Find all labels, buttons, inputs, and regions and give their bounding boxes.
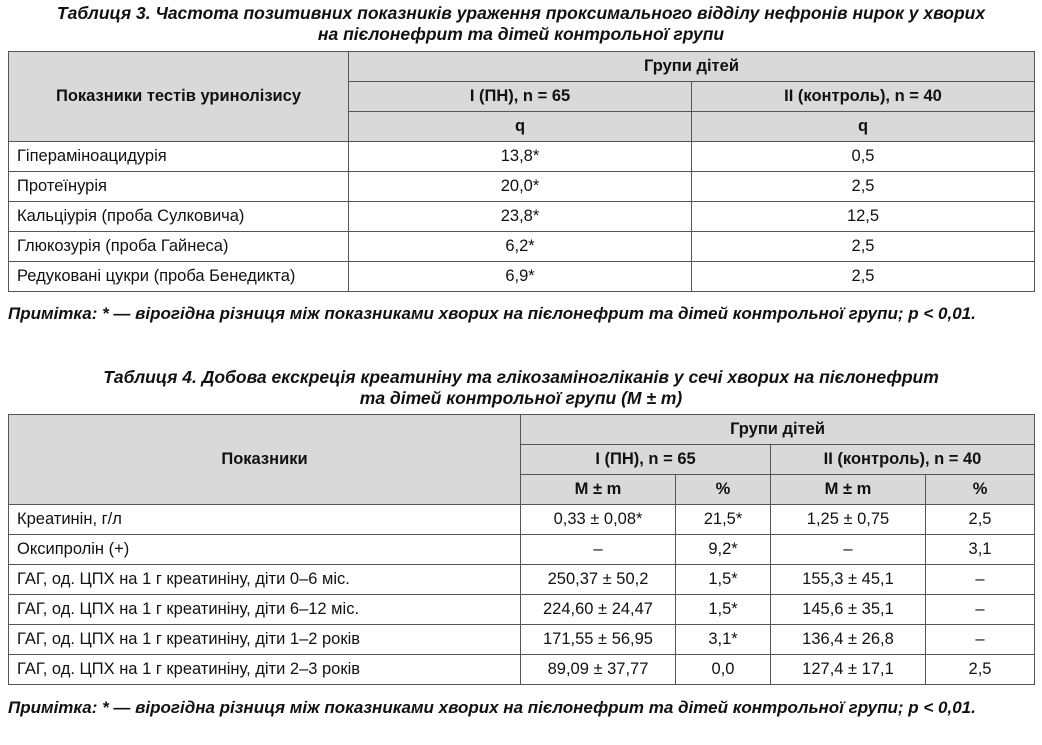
table4-group1-pct-header: % bbox=[676, 475, 771, 505]
group2-percent: 3,1 bbox=[926, 535, 1035, 565]
group1-value: 23,8* bbox=[349, 202, 692, 232]
group2-mean: 136,4 ± 26,8 bbox=[771, 625, 926, 655]
table3-caption bbox=[0, 3, 1042, 45]
table-row bbox=[9, 142, 1035, 172]
table3-caption-line2: на пієлонефрит та дітей контрольної групи bbox=[317, 24, 725, 44]
table4-note: Примітка: * — вірогідна різниця між показниками хворих на пієлонефрит та дітей контрольної групи; р < 0,01. bbox=[8, 698, 976, 717]
group2-value: 2,5 bbox=[692, 172, 1035, 202]
group1-percent: 1,5* bbox=[676, 565, 771, 595]
group2-value: 0,5 bbox=[692, 142, 1035, 172]
group2-mean: 145,6 ± 35,1 bbox=[771, 595, 926, 625]
group2-mean: 127,4 ± 17,1 bbox=[771, 655, 926, 685]
table4-group1-mm-header: M ± m bbox=[521, 475, 676, 505]
row-label: Протеїнурія bbox=[9, 172, 349, 202]
group1-mean: 0,33 ± 0,08* bbox=[521, 505, 676, 535]
table3-group1-header: I (ПН), n = 65 bbox=[349, 82, 692, 112]
row-label: Креатинін, г/л bbox=[9, 505, 521, 535]
group2-percent: – bbox=[926, 625, 1035, 655]
group1-percent: 1,5* bbox=[676, 595, 771, 625]
group2-percent: 2,5 bbox=[926, 505, 1035, 535]
group1-value: 13,8* bbox=[349, 142, 692, 172]
table-row bbox=[9, 172, 1035, 202]
group1-mean: 89,09 ± 37,77 bbox=[521, 655, 676, 685]
table-row bbox=[9, 565, 1035, 595]
group2-percent: – bbox=[926, 595, 1035, 625]
group1-percent: 0,0 bbox=[676, 655, 771, 685]
table4-group1-header: I (ПН), n = 65 bbox=[521, 445, 771, 475]
table4 bbox=[8, 414, 1035, 685]
group2-percent: – bbox=[926, 565, 1035, 595]
group2-mean: 155,3 ± 45,1 bbox=[771, 565, 926, 595]
row-label: ГАГ, од. ЦПХ на 1 г креатиніну, діти 0–6 міс. bbox=[9, 565, 521, 595]
table4-group2-pct-header: % bbox=[926, 475, 1035, 505]
table4-row-label-header: Показники bbox=[9, 415, 521, 505]
table-row bbox=[9, 262, 1035, 292]
group1-value: 6,9* bbox=[349, 262, 692, 292]
group1-percent: 3,1* bbox=[676, 625, 771, 655]
table3-group2-subheader: q bbox=[692, 112, 1035, 142]
table3-group2-header: II (контроль), n = 40 bbox=[692, 82, 1035, 112]
row-label: Оксипролін (+) bbox=[9, 535, 521, 565]
table-row bbox=[9, 232, 1035, 262]
row-label: Гіпераміноацидурія bbox=[9, 142, 349, 172]
table4-caption bbox=[0, 367, 1042, 409]
group1-percent: 21,5* bbox=[676, 505, 771, 535]
group2-value: 2,5 bbox=[692, 232, 1035, 262]
table-row bbox=[9, 625, 1035, 655]
group2-mean: – bbox=[771, 535, 926, 565]
row-label: Глюкозурія (проба Гайнеса) bbox=[9, 232, 349, 262]
group1-mean: – bbox=[521, 535, 676, 565]
table3-caption-line1: Таблиця 3. Частота позитивних показників ураження проксимального відділу нефронів нирок у хворих bbox=[56, 3, 986, 23]
row-label: Кальціурія (проба Сулковича) bbox=[9, 202, 349, 232]
group2-mean: 1,25 ± 0,75 bbox=[771, 505, 926, 535]
table4-caption-line1: Таблиця 4. Добова екскреція креатиніну та глікозаміногліканів у сечі хворих на пієлонефрит bbox=[103, 367, 939, 387]
table3-groups-header: Групи дітей bbox=[349, 52, 1035, 82]
table-row bbox=[9, 655, 1035, 685]
table-row bbox=[9, 505, 1035, 535]
group2-value: 12,5 bbox=[692, 202, 1035, 232]
group1-value: 6,2* bbox=[349, 232, 692, 262]
table4-group2-header: II (контроль), n = 40 bbox=[771, 445, 1035, 475]
table-row bbox=[9, 535, 1035, 565]
row-label: Редуковані цукри (проба Бенедикта) bbox=[9, 262, 349, 292]
group1-mean: 224,60 ± 24,47 bbox=[521, 595, 676, 625]
row-label: ГАГ, од. ЦПХ на 1 г креатиніну, діти 6–12 міс. bbox=[9, 595, 521, 625]
row-label: ГАГ, од. ЦПХ на 1 г креатиніну, діти 1–2 років bbox=[9, 625, 521, 655]
row-label: ГАГ, од. ЦПХ на 1 г креатиніну, діти 2–3 років bbox=[9, 655, 521, 685]
table4-caption-line2: та дітей контрольної групи (M ± m) bbox=[359, 388, 683, 408]
table4-group2-mm-header: M ± m bbox=[771, 475, 926, 505]
table4-groups-header: Групи дітей bbox=[521, 415, 1035, 445]
group2-value: 2,5 bbox=[692, 262, 1035, 292]
group1-mean: 171,55 ± 56,95 bbox=[521, 625, 676, 655]
table-row bbox=[9, 202, 1035, 232]
table-row bbox=[9, 595, 1035, 625]
table3-row-label-header: Показники тестів уринолізису bbox=[9, 52, 349, 142]
table3-note: Примітка: * — вірогідна різниця між показниками хворих на пієлонефрит та дітей контрольної групи; р < 0,01. bbox=[8, 304, 976, 323]
group1-mean: 250,37 ± 50,2 bbox=[521, 565, 676, 595]
group2-percent: 2,5 bbox=[926, 655, 1035, 685]
table3 bbox=[8, 51, 1035, 292]
group1-value: 20,0* bbox=[349, 172, 692, 202]
group1-percent: 9,2* bbox=[676, 535, 771, 565]
table3-group1-subheader: q bbox=[349, 112, 692, 142]
